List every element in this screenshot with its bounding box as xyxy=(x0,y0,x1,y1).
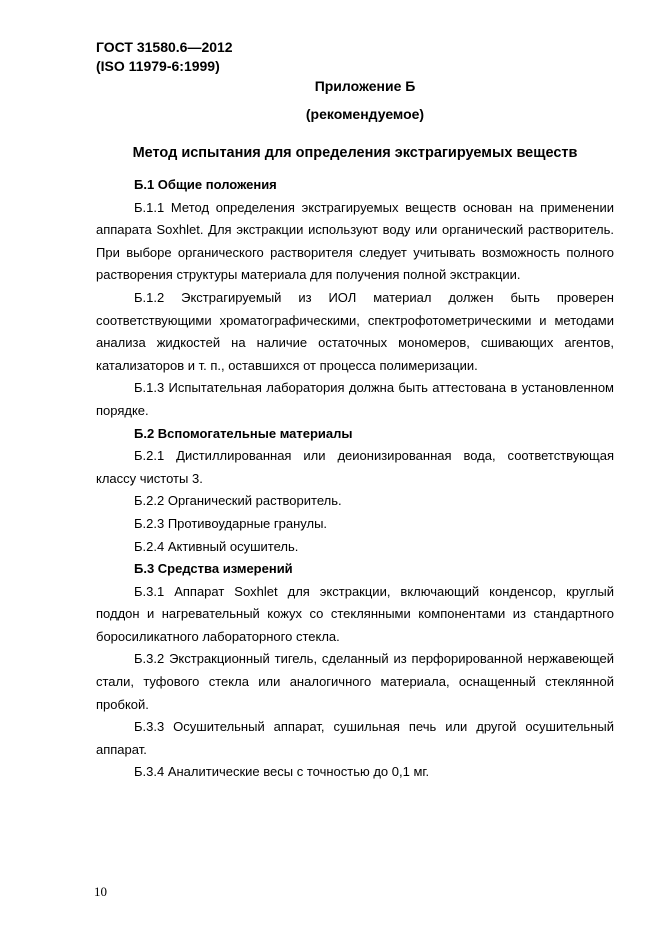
document-body xyxy=(96,174,614,784)
paragraph: Б.2.3 Противоударные гранулы. xyxy=(134,515,328,531)
paragraph: Б.1.1 Метод определения экстрагируемых веществ основан на применении аппарата Soxhlet. Для экстракции используют воду или органический растворитель. При выборе органического растворителя следует учитывать возможность полного растворения структуры материала для получения полной экстракции. xyxy=(96,199,614,283)
paragraph: Б.1.2 Экстрагируемый из ИОЛ материал должен быть проверен соответствующими хроматографическими, спектрофотометрическими и методами анализа жидкостей на наличие остаточных мономеров, сшивающих агентов, катализаторов и т. п., оставшихся от процесса полимеризации. xyxy=(96,289,614,373)
paragraph: Б.2.4 Активный осушитель. xyxy=(134,538,299,554)
section-heading: Б.1 Общие положения xyxy=(134,177,277,192)
paragraph: Б.3.2 Экстракционный тигель, сделанный из перфорированной нержавеющей стали, туфового стекла или аналогичного материала, оснащенный стеклянной пробкой. xyxy=(96,651,614,712)
paragraph: Б.3.3 Осушительный аппарат, сушильная печь или другой осушительный аппарат. xyxy=(96,719,614,757)
annex-type: (рекомендуемое) xyxy=(305,106,425,122)
paragraph: Б.3.4 Аналитические весы с точностью до 0,1 мг. xyxy=(134,764,430,780)
paragraph: Б.2.1 Дистиллированная или деионизированная вода, соответствующая классу чистоты 3. xyxy=(96,448,614,486)
document-code xyxy=(96,38,233,76)
paragraph: Б.3.1 Аппарат Soxhlet для экстракции, включающий конденсор, круглый поддон и нагревательный кожух со стеклянными компонентами из стандартного боросиликатного лабораторного стекла. xyxy=(96,583,614,644)
annex-title: Приложение Б xyxy=(314,78,416,94)
page-number: 10 xyxy=(94,884,107,899)
iso-reference: (ISO 11979-6:1999) xyxy=(96,58,220,74)
standard-number: ГОСТ 31580.6—2012 xyxy=(96,39,233,55)
method-title: Метод испытания для определения экстрагируемых веществ xyxy=(132,145,578,161)
section-heading: Б.2 Вспомогательные материалы xyxy=(134,425,353,441)
section-heading: Б.3 Средства измерений xyxy=(134,561,293,577)
paragraph: Б.1.3 Испытательная лаборатория должна быть аттестована в установленном порядке. xyxy=(96,380,614,418)
paragraph: Б.2.2 Органический растворитель. xyxy=(134,493,342,509)
